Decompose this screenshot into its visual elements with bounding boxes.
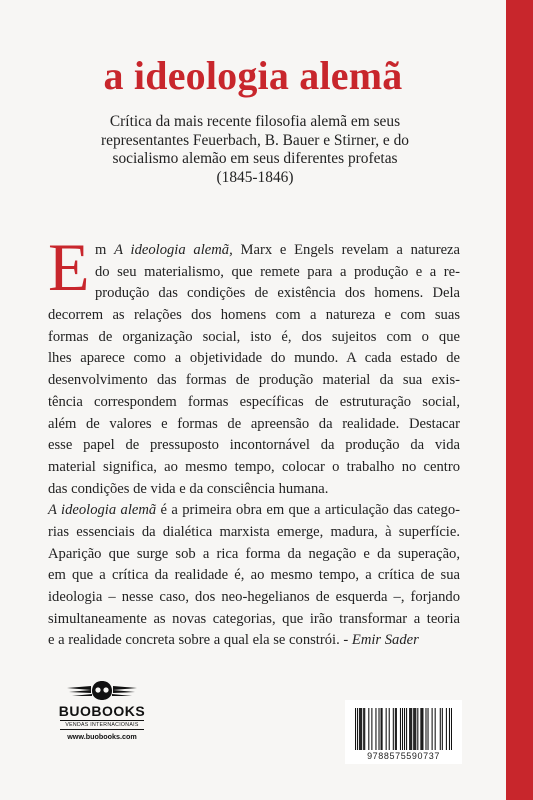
blurb-line: ideologia – nesse caso, dos neo-hegelianos de esquerda –, forjando — [48, 589, 460, 605]
publisher-tagline: VENDAS INTERNACIONAIS — [60, 720, 144, 730]
blurb-line: produção das condições de existência dos homens. Dela — [95, 285, 460, 302]
publisher-logo — [56, 678, 148, 756]
blurb-line: formas de organização social, isto é, dos sujeitos com o que — [48, 328, 460, 345]
blurb-line: esse papel de pressuposto incontornável da produção da vida — [48, 437, 460, 454]
barcode-bar — [360, 708, 361, 750]
barcode-bar — [427, 708, 428, 750]
blurb-line: das condições de vida e da consciência humana. — [48, 480, 329, 497]
barcode-bar — [413, 708, 414, 750]
barcode-bar — [378, 708, 379, 750]
author-name: Emir Sader — [351, 632, 419, 649]
barcode-bar — [359, 708, 360, 750]
drop-cap: E — [48, 229, 90, 305]
barcode-bar — [415, 708, 416, 750]
blurb-line: Aparição que surge sob a rica forma da negação e da superação, — [48, 545, 460, 562]
barcode-bar — [421, 708, 422, 750]
publisher-url: www.buobooks.com — [67, 732, 137, 741]
barcode-bar — [440, 708, 441, 750]
publisher-name: BUOBOOKS — [58, 703, 146, 719]
blurb-line: em que a crítica da realidade é, ao mesmo tempo, a crítica de sua — [48, 567, 460, 584]
isbn-number: 9788575590737 — [367, 751, 440, 761]
blurb-text — [48, 240, 460, 652]
barcode-bar — [422, 708, 423, 750]
barcode-bar — [406, 708, 407, 750]
blurb-line: A ideologia alemã é a primeira obra em que a articulação das catego- — [48, 502, 460, 519]
barcode-bar — [355, 708, 356, 750]
barcode-bar — [449, 708, 450, 750]
barcode-bar — [442, 708, 443, 750]
subtitle-line: (1845-1846) — [216, 168, 294, 186]
subtitle-line: socialismo alemão em seus diferentes profetas — [112, 150, 398, 167]
barcode-bar — [386, 708, 387, 750]
subtitle-line: Crítica da mais recente filosofia alemã em seus — [109, 113, 401, 130]
barcode-bar — [404, 708, 405, 750]
book-title-italic: A ideologia alemã, — [114, 242, 233, 258]
barcode-bar — [396, 708, 397, 750]
barcode-bar — [410, 708, 411, 750]
barcode-bar — [402, 708, 403, 750]
barcode-bar — [411, 708, 412, 750]
barcode-bar — [451, 708, 452, 750]
barcode-bar — [364, 708, 365, 750]
barcode-bar — [393, 708, 394, 750]
barcode-bars — [355, 708, 452, 750]
barcode-bar — [371, 708, 372, 750]
barcode-bar — [400, 708, 401, 750]
barcode-bar — [368, 708, 369, 750]
book-title-italic: A ideologia alemã — [48, 502, 157, 519]
blurb-line: decorrem as relações dos homens com a natureza e com suas — [48, 307, 460, 324]
blurb-line: m A ideologia alemã, Marx e Engels revelam a natureza — [95, 242, 461, 258]
blurb-line: simultaneamente as novas categorias, que irão transformar a teoria — [48, 610, 460, 627]
barcode-bar — [425, 708, 426, 750]
isbn-barcode — [345, 700, 462, 764]
barcode-bar — [432, 708, 433, 750]
blurb-line: além de valores e formas de apreensão da realidade. Destacar — [48, 415, 460, 432]
book-title: a ideologia alemã — [103, 53, 403, 98]
barcode-bar — [414, 708, 415, 750]
barcode-bar — [435, 708, 436, 750]
barcode-bar — [363, 708, 364, 750]
barcode-bar — [361, 708, 362, 750]
barcode-bar — [375, 708, 376, 750]
barcode-bar — [417, 708, 418, 750]
blurb-line: material significa, ao mesmo tempo, colocar o trabalho no centro — [48, 458, 460, 475]
barcode-bar — [395, 708, 396, 750]
barcode-bar — [446, 708, 447, 750]
blurb-line: tência correspondem formas específicas de estruturação social, — [48, 393, 460, 410]
book-subtitle — [80, 113, 430, 187]
blurb-line: do seu materialismo, que remete para a produção e a re- — [95, 263, 460, 280]
book-spine — [506, 0, 533, 800]
blurb-line: rias essenciais da dialética marxista emerge, madura, à superfície. — [48, 523, 460, 540]
subtitle-line: representantes Feuerbach, B. Bauer e Stirner, e do — [101, 131, 409, 149]
owl-icon — [65, 678, 139, 702]
blurb-line: lhes aparece como a objetividade do mundo. A cada estado de — [48, 350, 460, 367]
barcode-bar — [381, 708, 382, 750]
barcode-bar — [420, 708, 421, 750]
barcode-bar — [382, 708, 383, 750]
barcode-bar — [409, 708, 410, 750]
blurb-line: desenvolvimento das formas de produção material da sua exis- — [48, 372, 460, 389]
blurb-line: e a realidade concreta sobre a qual ela se constrói. - Emir Sader — [48, 632, 419, 649]
barcode-bar — [357, 708, 358, 750]
barcode-bar — [389, 708, 390, 750]
